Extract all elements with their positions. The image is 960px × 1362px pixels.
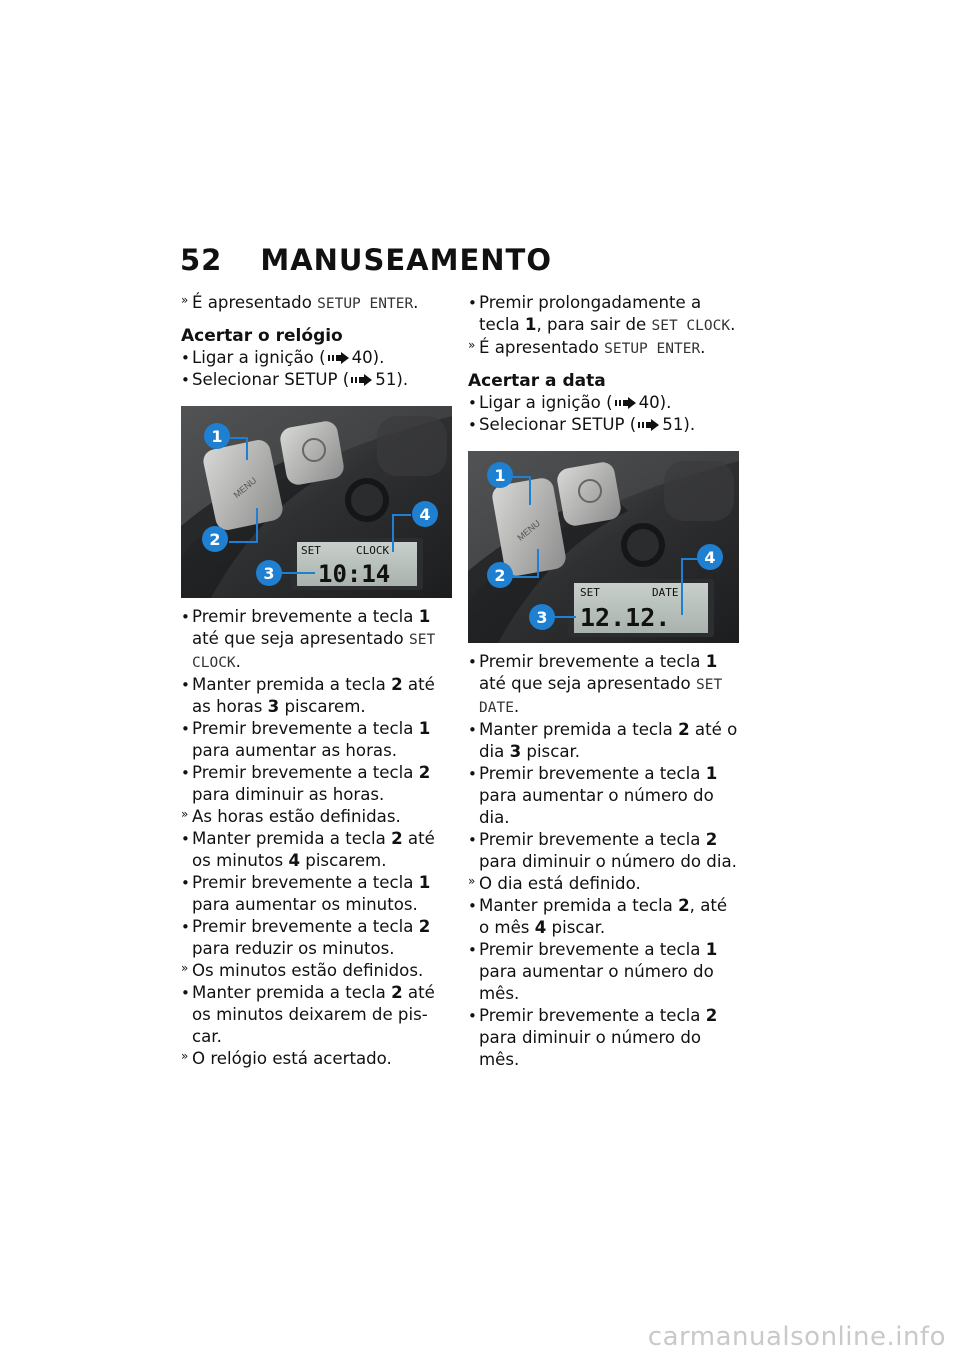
page-reference-arrow-icon	[638, 419, 660, 431]
step-item: • Selecionar SETUP ( 51).	[468, 415, 696, 434]
result-marker-icon: »	[181, 293, 189, 307]
callout-3: 3	[536, 608, 548, 627]
page-reference-arrow-icon	[615, 397, 637, 409]
step-item: • Manter premida a tecla 2 até os minutos 4 piscarem.	[181, 829, 435, 870]
result-item: » É apresentado SETUP ENTER.	[181, 292, 451, 315]
bullet-icon: •	[468, 721, 477, 739]
step-item: • Premir brevemente a tecla 1 para aumentar os minutos.	[181, 873, 431, 914]
step-item: • Manter premida a tecla 2 até os minutos deixarem de pis-car.	[181, 983, 435, 1046]
bullet-icon: •	[468, 765, 477, 783]
lcd-clock-text: CLOCK	[356, 544, 390, 557]
lcd-set-text: SET	[580, 586, 600, 599]
step-item: • Premir brevemente a tecla 1 para aumentar as horas.	[181, 719, 431, 760]
callout-2: 2	[494, 566, 506, 585]
bullet-icon: •	[181, 608, 190, 626]
step-item: • Premir brevemente a tecla 1 para aumentar o número do dia.	[468, 764, 718, 827]
right-column	[468, 292, 740, 1071]
step-item: • Premir brevemente a tecla 1 até que seja apresentado SET CLOCK.	[181, 607, 436, 671]
step-item: • Manter premida a tecla 2, até o mês 4 piscar.	[468, 896, 728, 937]
step-item: • Manter premida a tecla 2 até as horas 3 piscarem.	[181, 675, 435, 716]
step-item: • Ligar a ignição ( 40).	[181, 348, 385, 367]
bullet-icon: •	[181, 371, 190, 389]
section-heading-date: Acertar a data	[468, 371, 606, 391]
clock-setting-photo	[181, 406, 452, 598]
bullet-icon: •	[181, 349, 190, 367]
callout-1: 1	[494, 466, 506, 485]
date-setting-photo	[468, 451, 739, 643]
bullet-icon: •	[181, 830, 190, 848]
watermark: carmanualsonline.info	[647, 1322, 946, 1352]
bullet-icon: •	[468, 897, 477, 915]
result-item: » É apresentado SETUP ENTER.	[468, 337, 740, 360]
result-marker-icon: »	[468, 874, 476, 888]
bullet-icon: •	[468, 653, 477, 671]
callout-1: 1	[211, 427, 223, 446]
page-title: MANUSEAMENTO	[260, 243, 552, 277]
bullet-icon: •	[468, 1007, 477, 1025]
lcd-date-text: DATE	[652, 586, 679, 599]
bullet-icon: •	[468, 294, 477, 312]
bullet-icon: •	[181, 918, 190, 936]
page-header	[180, 243, 552, 277]
result-item: » O dia está definido.	[468, 873, 740, 895]
result-item: » Os minutos estão definidos.	[181, 960, 451, 982]
step-item: • Premir brevemente a tecla 2 para diminuir o número do mês.	[468, 1006, 718, 1069]
step-item: • Premir brevemente a tecla 1 até que seja apresentado SET DATE.	[468, 652, 723, 716]
callout-2: 2	[209, 530, 221, 549]
result-marker-icon: »	[468, 338, 476, 352]
callout-4: 4	[419, 505, 431, 524]
bullet-icon: •	[181, 764, 190, 782]
menu-label: MENU	[231, 475, 259, 500]
bullet-icon: •	[468, 831, 477, 849]
bullet-icon: •	[181, 984, 190, 1002]
step-item: • Premir prolongadamente a tecla 1, para sair de SET CLOCK.	[468, 293, 736, 334]
step-item: • Manter premida a tecla 2 até o dia 3 piscar.	[468, 720, 738, 761]
result-item: » As horas estão definidas.	[181, 806, 451, 828]
page-number: 52	[180, 243, 223, 277]
menu-label: MENU	[515, 518, 543, 543]
step-item: • Premir brevemente a tecla 2 para diminuir as horas.	[181, 763, 431, 804]
result-marker-icon: »	[181, 1049, 189, 1063]
callout-3: 3	[263, 564, 275, 583]
step-item: • Ligar a ignição ( 40).	[468, 393, 672, 412]
bullet-icon: •	[468, 416, 477, 434]
result-marker-icon: »	[181, 961, 189, 975]
bullet-icon: •	[181, 676, 190, 694]
step-item: • Premir brevemente a tecla 1 para aumentar o número do mês.	[468, 940, 718, 1003]
lcd-time-text: 10:14	[318, 560, 391, 588]
step-item: • Selecionar SETUP ( 51).	[181, 370, 409, 389]
left-column	[181, 292, 451, 1070]
bullet-icon: •	[181, 720, 190, 738]
step-item: • Premir brevemente a tecla 2 para reduzir os minutos.	[181, 917, 431, 958]
lcd-date-value-text: 12.12.	[580, 603, 671, 632]
step-item: • Premir brevemente a tecla 2 para diminuir o número do dia.	[468, 830, 737, 871]
result-marker-icon: »	[181, 807, 189, 821]
bullet-icon: •	[181, 874, 190, 892]
page-reference-arrow-icon	[328, 352, 350, 364]
section-heading-clock: Acertar o relógio	[181, 326, 343, 346]
page-reference-arrow-icon	[351, 374, 373, 386]
bullet-icon: •	[468, 394, 477, 412]
lcd-set-text: SET	[301, 544, 321, 557]
bullet-icon: •	[468, 941, 477, 959]
callout-4: 4	[704, 548, 716, 567]
result-item: » O relógio está acertado.	[181, 1048, 451, 1070]
